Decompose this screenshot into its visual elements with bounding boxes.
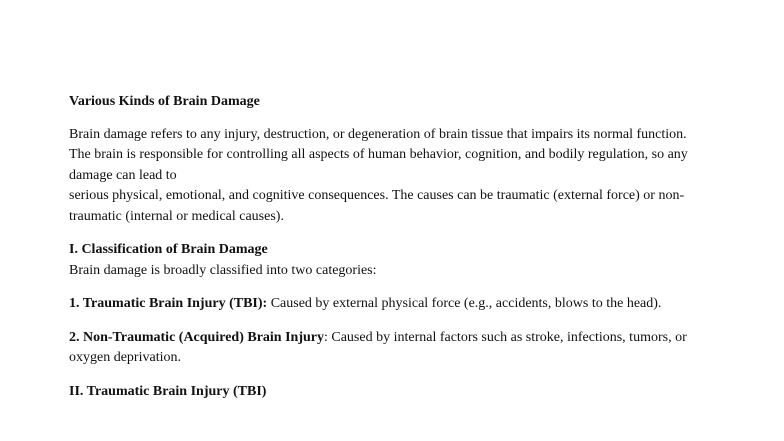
term-tbi: 1. Traumatic Brain Injury (TBI): <box>69 296 268 311</box>
intro-paragraph <box>69 125 729 228</box>
section-heading-tbi: II. Traumatic Brain Injury (TBI) <box>69 383 267 399</box>
intro-line-1: Brain damage refers to any injury, destruction, or degeneration of brain tissue that impairs its normal function. <box>69 126 687 142</box>
section-text-classification: Brain damage is broadly classified into two categories: <box>69 262 377 278</box>
term-non-traumatic: 2. Non-Traumatic (Acquired) Brain Injury <box>69 329 324 345</box>
document-content <box>69 92 729 402</box>
definition-non-traumatic: : Caused by internal factors such as stroke, infections, tumors, or oxygen deprivation. <box>69 329 687 365</box>
list-item-non-traumatic <box>69 328 729 369</box>
document-title: Various Kinds of Brain Damage <box>69 94 260 109</box>
section-classification <box>69 240 729 281</box>
definition-tbi: Caused by external physical force (e.g., accidents, blows to the head). <box>267 296 662 311</box>
section-heading-classification: I. Classification of Brain Damage <box>69 242 268 257</box>
intro-line-3: serious physical, emotional, and cognitive consequences. The causes can be traumatic (external force) or non-traumatic (internal or medical causes). <box>69 188 685 224</box>
intro-line-2: The brain is responsible for controlling all aspects of human behavior, cognition, and bodily regulation, so any damage can lead to <box>69 147 688 183</box>
list-item-tbi <box>69 294 729 315</box>
